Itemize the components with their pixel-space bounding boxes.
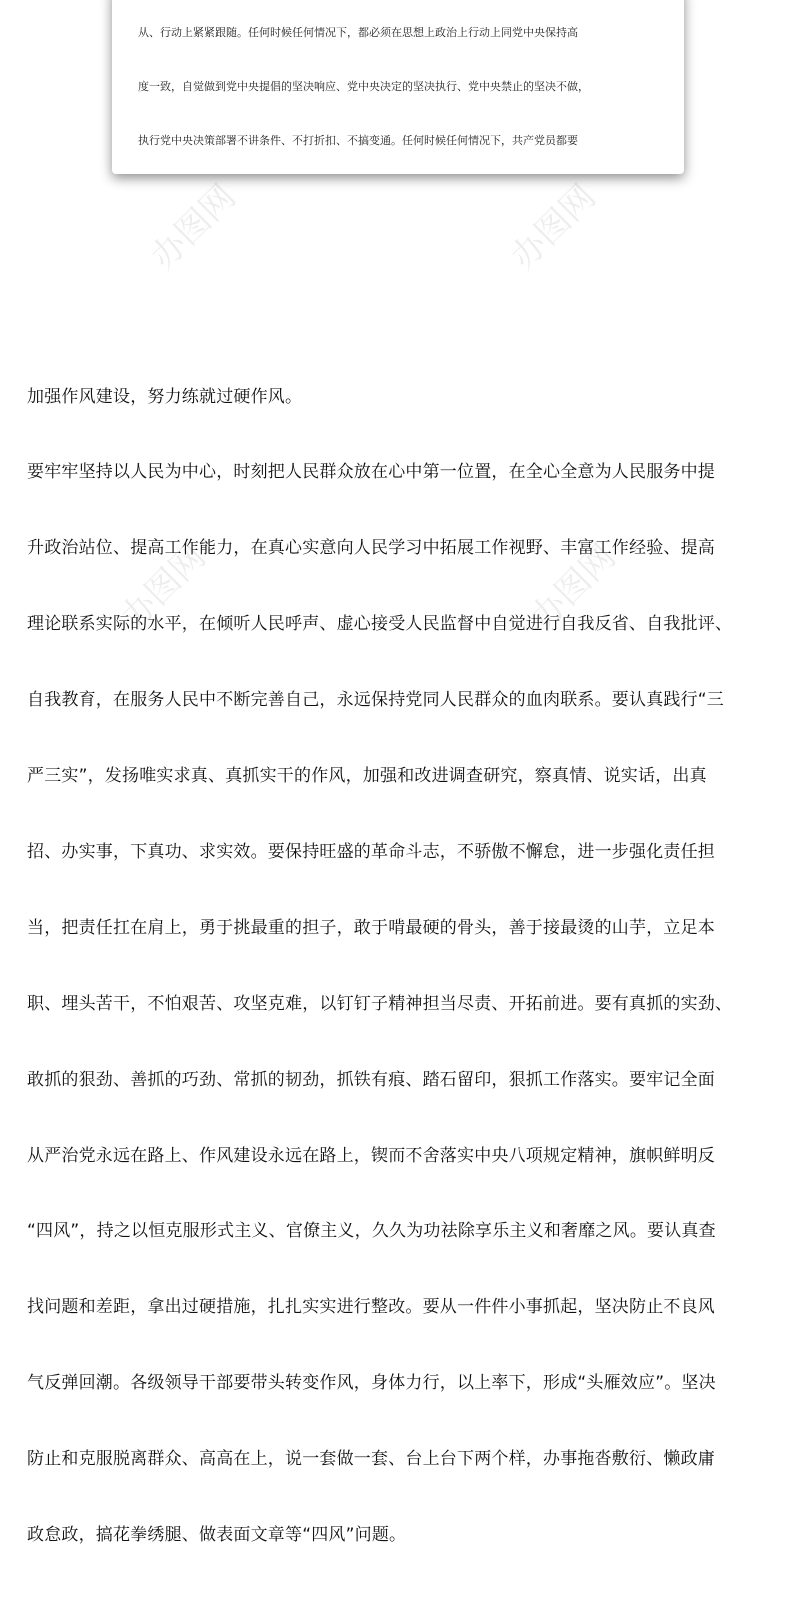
excerpt-line: 从、行动上紧紧跟随。任何时候任何情况下，都必须在思想上政治上行动上同党中央保持高 [138, 26, 578, 39]
body-line: 找问题和差距，拿出过硬措施，扎扎实实进行整改。要从一件件小事抓起，坚决防止不良风 [27, 1297, 715, 1318]
body-line: 严三实”，发扬唯实求真、真抓实干的作风，加强和改进调查研究，察真情、说实话，出真 [27, 766, 707, 787]
body-line: 要牢牢坚持以人民为中心，时刻把人民群众放在心中第一位置，在全心全意为人民服务中提 [27, 462, 715, 483]
watermark-text: 办图网 [113, 536, 214, 638]
body-line: 职、埋头苦干，不怕艰苦、攻坚克难，以钉钉子精神担当尽责、开拓前进。要有真抓的实劲、 [27, 993, 733, 1014]
excerpt-line: 执行党中央决策部署不讲条件、不打折扣、不搞变通。任何时候任何情况下，共产党员都要 [138, 134, 578, 147]
body-line: “四风”，持之以恒克服形式主义、官僚主义，久久为功祛除享乐主义和奢靡之风。要认真查 [27, 1221, 716, 1242]
body-line: 政怠政，搞花拳绣腿、做表面文章等“四风”问题。 [27, 1524, 407, 1545]
body-line: 自我教育，在服务人民中不断完善自己，永远保持党同人民群众的血肉联系。要认真践行“三 [27, 690, 725, 711]
body-line [27, 1599, 787, 1600]
excerpt-text [112, 0, 684, 174]
body-line: 防止和克服脱离群众、高高在上，说一套做一套、台上台下两个样，办事拖沓敷衍、懒政庸 [27, 1449, 715, 1470]
body-line: 加强作风建设，努力练就过硬作风。 [27, 386, 303, 407]
body-line: 气反弹回潮。各级领导干部要带头转变作风，身体力行，以上率下，形成“头雁效应”。坚决 [27, 1373, 716, 1394]
body-line: 升政治站位、提高工作能力，在真心实意向人民学习中拓展工作视野、丰富工作经验、提高 [27, 538, 715, 559]
body-line: 理论联系实际的水平，在倾听人民呼声、虚心接受人民监督中自觉进行自我反省、自我批评、 [27, 614, 733, 635]
body-line: 招、办实事，下真功、求实效。要保持旺盛的革命斗志，不骄傲不懈怠，进一步强化责任担 [27, 841, 715, 862]
body-line: 当，把责任扛在肩上，勇于挑最重的担子，敢于啃最硬的骨头，善于接最烫的山芋，立足本 [27, 917, 715, 938]
body-line: 敢抓的狠劲、善抓的巧劲、常抓的韧劲，抓铁有痕、踏石留印，狠抓工作落实。要牢记全面 [27, 1069, 715, 1090]
body-line: 从严治党永远在路上、作风建设永远在路上，锲而不舍落实中央八项规定精神，旗帜鲜明反 [27, 1145, 715, 1166]
body-text [27, 334, 787, 1600]
watermark-text: 办图网 [143, 176, 244, 278]
watermark-text: 办图网 [503, 176, 604, 278]
document-page-preview [112, 0, 684, 174]
excerpt-line: 度一致，自觉做到党中央提倡的坚决响应、党中央决定的坚决执行、党中央禁止的坚决不做， [138, 80, 589, 93]
watermark-text: 办图网 [523, 536, 624, 638]
